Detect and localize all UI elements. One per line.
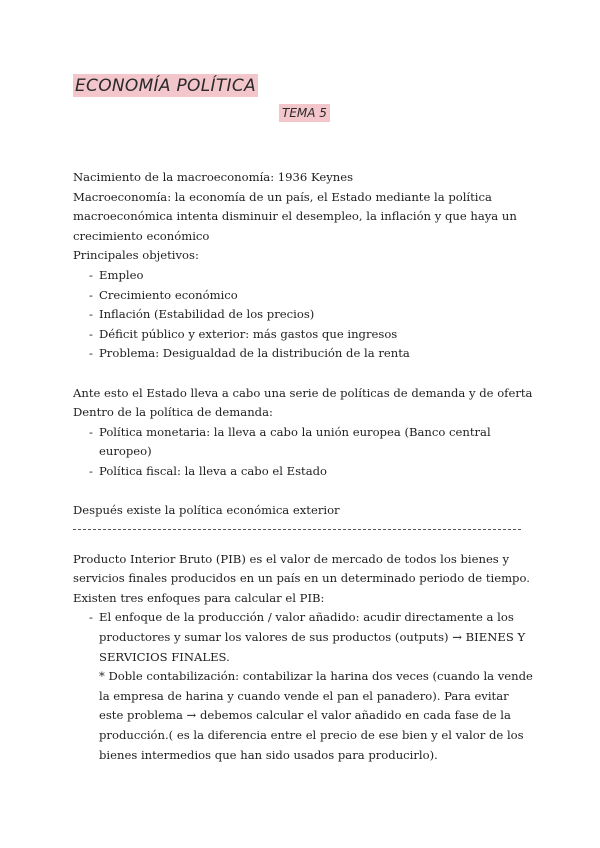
approaches-title: Existen tres enfoques para calcular el PIB:	[73, 590, 325, 605]
demand-policy-list	[73, 423, 533, 482]
paragraph-keynes: Nacimiento de la macroeconomía: 1936 Keynes	[73, 170, 354, 184]
list-item: - Problema: Desigualdad de la distribución de la renta	[89, 346, 410, 361]
list-item-text: Política fiscal: la lleva a cabo el Estado	[99, 463, 328, 478]
document-body	[73, 168, 533, 765]
document-subtitle: TEMA 5	[279, 104, 330, 122]
list-item-text: Déficit público y exterior: más gastos que ingresos	[99, 326, 398, 341]
document-title: ECONOMÍA POLÍTICA	[75, 76, 256, 96]
list-item: - Crecimiento económico	[89, 287, 238, 302]
paragraph-politica-exterior: Después existe la política económica exterior	[73, 503, 340, 518]
list-item-text: Política monetaria: la lleva a cabo la unión europea (Banco central europeo)	[99, 424, 491, 459]
list-item: - Política fiscal: la lleva a cabo el Estado	[89, 463, 328, 478]
list-item: - Inflación (Estabilidad de los precios)	[89, 307, 315, 322]
section-divider	[73, 529, 521, 530]
list-item-text: El enfoque de la producción / valor añadido: acudir directamente a los productores y sumar los valores de sus productos (outputs) → BIENES Y SERVICIOS FINALES.	[99, 610, 526, 664]
list-item-text: Inflación (Estabilidad de los precios)	[99, 307, 315, 322]
objectives-title: Principales objetivos:	[73, 248, 199, 263]
approaches-list	[73, 608, 533, 667]
note-doble-contabilizacion: * Doble contabilización: contabilizar la harina dos veces (cuando la vende la empresa de harina y cuando vende el pan el panadero). Para evitar este problema → debemos calcular el valor añadido en cada fase de la producción.( es la diferencia entre el precio de ese bien y el valor de los bienes intermedios que han sido usados para producirlo).	[99, 669, 533, 762]
list-item-text: Crecimiento económico	[99, 287, 238, 302]
paragraph-politica-demanda: Dentro de la política de demanda:	[73, 405, 273, 420]
paragraph-pib-definition: Producto Interior Bruto (PIB) es el valor de mercado de todos los bienes y servicios finales producidos en un país en un determinado periodo de tiempo.	[73, 551, 530, 586]
objectives-list	[73, 266, 533, 364]
paragraph-macroeconomia: Macroeconomía: la economía de un país, el Estado mediante la política macroeconómica intenta disminuir el desempleo, la inflación y que haya un crecimiento económico	[73, 189, 517, 243]
list-item: - Déficit público y exterior: más gastos que ingresos	[89, 326, 398, 341]
paragraph-estado-politicas: Ante esto el Estado lleva a cabo una serie de políticas de demanda y de oferta	[73, 385, 533, 400]
list-item: - El enfoque de la producción / valor añadido: acudir directamente a los productores y sumar los valores de sus productos (outputs) → BIENES Y SERVICIOS FINALES.	[89, 610, 526, 664]
list-item: - Política monetaria: la lleva a cabo la unión europea (Banco central europeo)	[89, 424, 491, 459]
list-item-text: Empleo	[99, 267, 144, 282]
list-item-text: Problema: Desigualdad de la distribución de la renta	[99, 346, 410, 361]
list-item: - Empleo	[89, 267, 144, 282]
